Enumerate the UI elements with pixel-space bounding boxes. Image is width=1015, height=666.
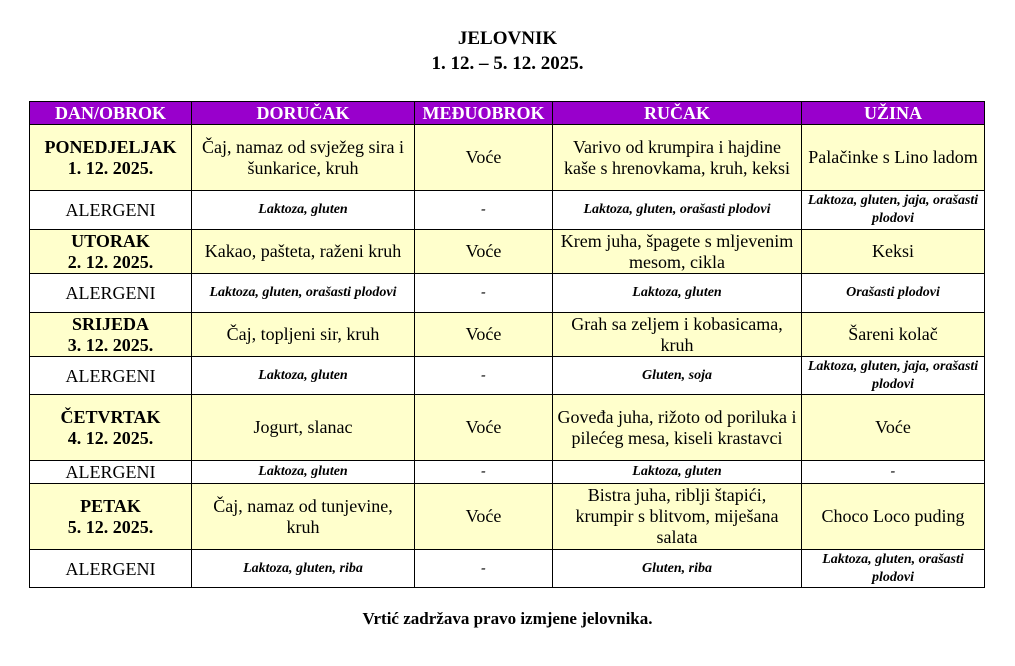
meal-cell: Voće [415,395,553,461]
day-cell [30,230,192,274]
date-range: 1. 12. – 5. 12. 2025. [431,53,584,74]
day-date: 1. 12. 2025. [67,157,154,178]
meal-cell: Voće [415,313,553,357]
allergen-cell: Orašasti plodovi [802,274,985,313]
day-row [30,313,985,357]
day-name: UTORAK [71,230,150,251]
meal-cell: Čaj, namaz od tunjevine, kruh [192,484,415,550]
day-cell [30,484,192,550]
allergen-cell: Laktoza, gluten, jaja, orašasti plodovi [802,357,985,395]
allergen-row [30,357,985,395]
meal-cell: Voće [415,484,553,550]
allergen-cell: - [802,461,985,484]
day-name: SRIJEDA [71,313,150,334]
column-header: UŽINA [802,102,985,125]
allergen-row [30,191,985,230]
allergen-cell: Gluten, riba [553,550,802,588]
page-title: JELOVNIK [457,28,558,49]
meal-cell: Voće [415,125,553,191]
day-date: 4. 12. 2025. [67,427,154,448]
allergen-cell: Laktoza, gluten [192,357,415,395]
allergen-cell: Laktoza, gluten [192,191,415,230]
meal-cell: Kakao, pašteta, raženi kruh [192,230,415,274]
day-row [30,125,985,191]
allergen-cell: Laktoza, gluten, riba [192,550,415,588]
day-cell [30,125,192,191]
meal-cell: Palačinke s Lino ladom [802,125,985,191]
meal-cell: Jogurt, slanac [192,395,415,461]
allergen-row [30,461,985,484]
meal-cell: Voće [415,230,553,274]
day-row [30,484,985,550]
allergen-cell: Laktoza, gluten, jaja, orašasti plodovi [802,191,985,230]
allergen-label: ALERGENI [30,274,192,313]
meal-cell: Voće [802,395,985,461]
allergen-cell: Laktoza, gluten [192,461,415,484]
allergen-cell: Laktoza, gluten, orašasti plodovi [192,274,415,313]
meal-cell: Choco Loco puding [802,484,985,550]
allergen-row [30,274,985,313]
column-header: MEĐUOBROK [415,102,553,125]
allergen-cell: Gluten, soja [553,357,802,395]
meal-cell: Grah sa zeljem i kobasicama, kruh [553,313,802,357]
column-header: RUČAK [553,102,802,125]
meal-cell: Varivo od krumpira i hajdine kaše s hrenovkama, kruh, keksi [553,125,802,191]
allergen-cell: - [415,550,553,588]
allergen-cell: - [415,357,553,395]
day-name: PONEDJELJAK [44,136,177,157]
allergen-label: ALERGENI [30,191,192,230]
allergen-label: ALERGENI [30,461,192,484]
day-date: 5. 12. 2025. [67,516,154,537]
allergen-cell: Laktoza, gluten, orašasti plodovi [802,550,985,588]
column-header: DAN/OBROK [30,102,192,125]
allergen-cell: Laktoza, gluten, orašasti plodovi [553,191,802,230]
day-name: PETAK [80,495,141,516]
meal-cell: Bistra juha, riblji štapići, krumpir s blitvom, miješana salata [553,484,802,550]
meal-cell: Keksi [802,230,985,274]
day-cell [30,313,192,357]
footer-note: Vrtić zadržava pravo izmjene jelovnika. [362,609,653,628]
meal-cell: Šareni kolač [802,313,985,357]
allergen-cell: Laktoza, gluten [553,461,802,484]
allergen-cell: Laktoza, gluten [553,274,802,313]
allergen-cell: - [415,274,553,313]
allergen-cell: - [415,461,553,484]
meal-cell: Čaj, topljeni sir, kruh [192,313,415,357]
allergen-row [30,550,985,588]
meal-cell: Krem juha, špagete s mljevenim mesom, cikla [553,230,802,274]
allergen-cell: - [415,191,553,230]
allergen-label: ALERGENI [30,357,192,395]
menu-table [29,101,985,588]
meal-cell: Goveđa juha, rižoto od poriluka i pilećeg mesa, kiseli krastavci [553,395,802,461]
day-date: 3. 12. 2025. [67,334,154,355]
day-name: ČETVRTAK [60,406,161,427]
header-row [30,102,985,125]
allergen-label: ALERGENI [30,550,192,588]
column-header: DORUČAK [192,102,415,125]
day-cell [30,395,192,461]
day-date: 2. 12. 2025. [67,251,154,272]
meal-cell: Čaj, namaz od svježeg sira i šunkarice, kruh [192,125,415,191]
day-row [30,230,985,274]
day-row [30,395,985,461]
